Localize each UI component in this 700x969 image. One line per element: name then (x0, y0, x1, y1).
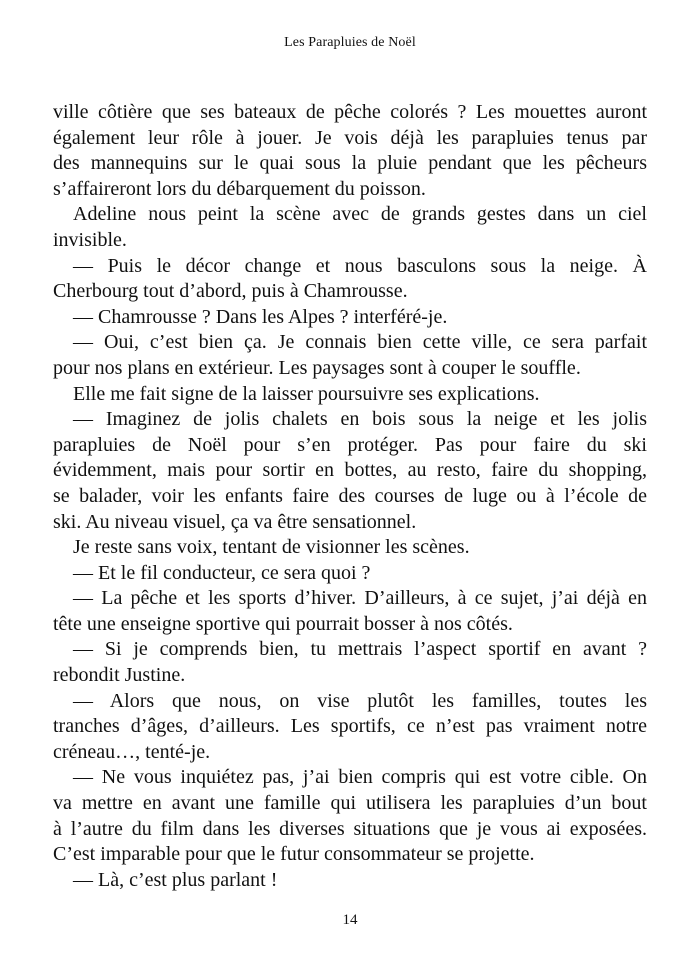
text-line: ski. Au niveau visuel, ça va être sensationnel. (53, 510, 417, 533)
text-line: C’est imparable pour que le futur consommateur se projette. (53, 843, 535, 866)
text-line: ville côtière que ses bateaux de pêche colorés ? Les mouettes auront (53, 101, 647, 123)
text-line: — Si je comprends bien, tu mettrais l’aspect sportif en avant ? (73, 638, 647, 661)
text-line: — Là, c’est plus parlant ! (73, 868, 278, 891)
text-line: Je reste sans voix, tentant de visionner les scènes. (73, 536, 470, 559)
text-line: également leur rôle à jouer. Je vois déjà les parapluies tenus par (53, 126, 647, 149)
text-line: Adeline nous peint la scène avec de grands gestes dans un ciel (73, 203, 647, 226)
text-line: — Ne vous inquiétez pas, j’ai bien compris qui est votre cible. On (73, 766, 647, 789)
text-line: parapluies de Noël pour s’en protéger. Pas pour faire du ski (53, 433, 647, 456)
running-header: Les Parapluies de Noël (284, 35, 416, 50)
text-line: — Et le fil conducteur, ce sera quoi ? (73, 561, 371, 584)
text-line: se balader, voir les enfants faire des courses de luge ou à l’école de (53, 484, 647, 507)
text-line: — Alors que nous, on vise plutôt les familles, toutes les (73, 689, 647, 712)
text-line: — Oui, c’est bien ça. Je connais bien cette ville, ce sera parfait (73, 331, 647, 354)
text-line: — Chamrousse ? Dans les Alpes ? interféré-je. (73, 305, 448, 328)
page-number: 14 (342, 912, 358, 928)
text-line: va mettre en avant une famille qui utilisera les parapluies d’un bout (53, 792, 647, 815)
text-line: s’affaireront lors du débarquement du poisson. (53, 177, 426, 200)
text-line: à l’autre du film dans les diverses situations que je vous ai exposées. (53, 817, 647, 840)
text-line: pour nos plans en extérieur. Les paysages sont à couper le souffle. (53, 356, 581, 379)
text-line: — Puis le décor change et nous basculons sous la neige. À (73, 254, 647, 277)
text-line: tranches d’âges, d’ailleurs. Les sportifs, ce n’est pas vraiment notre (53, 715, 647, 738)
text-line: invisible. (53, 228, 127, 251)
text-line: créneau…, tenté-je. (53, 740, 211, 763)
text-line: — Imaginez de jolis chalets en bois sous la neige et les jolis (73, 408, 647, 431)
text-line: tête une enseigne sportive qui pourrait bosser à nos côtés. (53, 612, 513, 635)
text-line: — La pêche et les sports d’hiver. D’ailleurs, à ce sujet, j’ai déjà en (73, 587, 647, 610)
text-line: Elle me fait signe de la laisser poursuivre ses explications. (73, 382, 540, 405)
page-body (53, 100, 647, 893)
text-line: évidemment, mais pour sortir en bottes, au resto, faire du shopping, (53, 459, 647, 482)
text-line: Cherbourg tout d’abord, puis à Chamrousse. (53, 280, 408, 303)
text-line: rebondit Justine. (53, 664, 186, 687)
text-line: des mannequins sur le quai sous la pluie pendant que les pêcheurs (53, 152, 647, 175)
